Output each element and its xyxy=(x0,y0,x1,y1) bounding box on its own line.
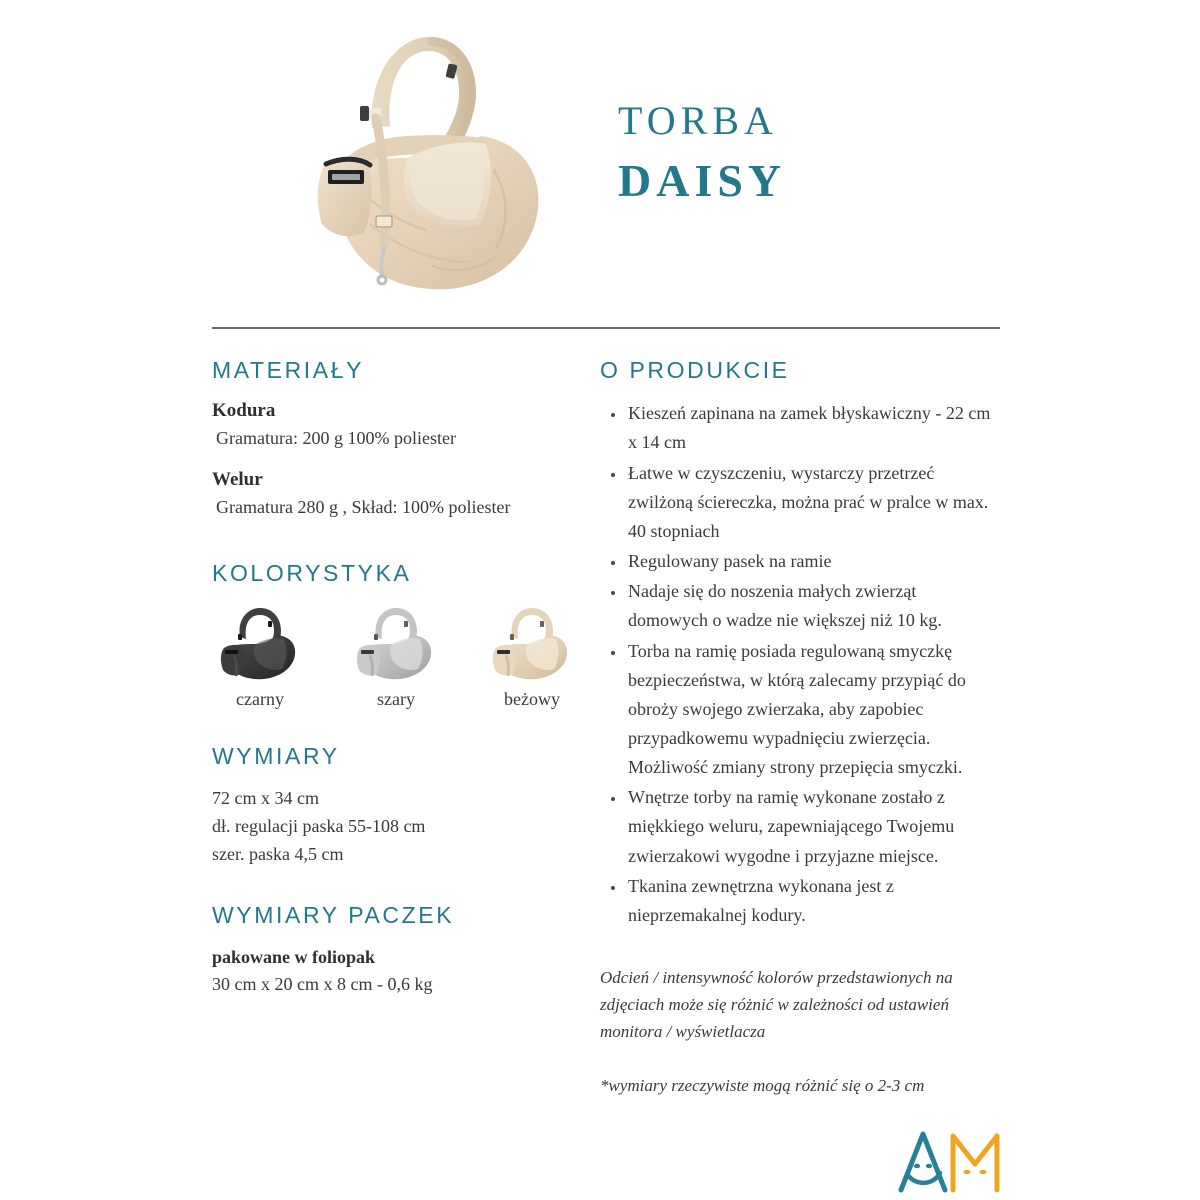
colorway-swatch-czarny[interactable] xyxy=(212,603,308,711)
material-name: Kodura xyxy=(212,400,276,422)
product-photo xyxy=(280,18,580,300)
colorway-label: czarny xyxy=(236,688,284,709)
brand-logo-am xyxy=(893,1126,1005,1194)
list-item: Wnętrze torby na ramię wykonane zostało z miękkiego weluru, zapewniającego Twojemu zwierzakowi wygodne i przyjazne miejsce. xyxy=(600,783,1000,870)
spacer xyxy=(212,869,572,903)
left-column xyxy=(212,358,572,998)
package-size-line: 30 cm x 20 cm x 8 cm - 0,6 kg xyxy=(212,973,433,994)
dimension-tolerance-note: *wymiary rzeczywiste mogą różnić się o 2-3 cm xyxy=(600,1075,925,1095)
list-item: Torba na ramię posiada regulowaną smyczkę bezpieczeństwa, w którą zalecamy przypiąć do obroży swojego zwierzaka, aby zapobiec przypadkowemu wypadnięciu zwierzęcia. Możliwość zmiany strony przepięcia smyczki. xyxy=(600,637,1000,783)
about-product-list xyxy=(600,399,1000,930)
list-item: Łatwe w czyszczeniu, wystarczy przetrzeć zwilżoną ściereczka, można prać w pralce w max. 40 stopniach xyxy=(600,459,1000,546)
bag-thumbnail-gray-icon xyxy=(348,603,444,681)
bag-thumbnail-beige-icon xyxy=(484,603,580,681)
colorways-heading: KOLORYSTYKA xyxy=(212,560,412,587)
product-title-block xyxy=(618,96,1018,210)
colorway-label: szary xyxy=(377,688,415,709)
spacer xyxy=(212,710,572,744)
list-item: Kieszeń zapinana na zamek błyskawiczny - 22 cm x 14 cm xyxy=(600,399,1000,457)
colorway-swatch-szary[interactable] xyxy=(348,603,444,711)
section-divider xyxy=(212,327,1000,329)
package-dimensions-heading: WYMIARY PACZEK xyxy=(212,902,455,929)
logo-letter-a-icon xyxy=(901,1134,945,1190)
dimension-line: dł. regulacji paska 55-108 cm xyxy=(212,816,426,837)
dimension-line: 72 cm x 34 cm xyxy=(212,788,319,809)
colorway-swatch-bezowy[interactable] xyxy=(484,603,580,711)
list-item: Nadaje się do noszenia małych zwierząt domowych o wadze nie większej niż 10 kg. xyxy=(600,577,1000,635)
list-item: Tkanina zewnętrzna wykonana jest z nieprzemakalnej kodury. xyxy=(600,872,1000,930)
materials-heading: MATERIAŁY xyxy=(212,357,365,383)
logo-letter-m-icon xyxy=(953,1136,997,1190)
color-disclaimer-note: Odcień / intensywność kolorów przedstawionych na zdjęciach może się różnić w zależności od ustawień monitora / wyświetlacza xyxy=(600,968,953,1042)
material-detail: Gramatura: 200 g 100% poliester xyxy=(216,427,456,448)
right-column xyxy=(600,358,1000,1099)
colorway-label: beżowy xyxy=(504,688,560,709)
colorway-swatch-row xyxy=(212,603,572,711)
spacer xyxy=(212,519,572,561)
about-product-heading: O PRODUKCIE xyxy=(600,357,790,383)
bag-thumbnail-black-icon xyxy=(212,603,308,681)
hero-section xyxy=(0,0,1200,310)
material-name: Welur xyxy=(212,469,263,491)
package-packing-type: pakowane w foliopak xyxy=(212,947,376,968)
page-title-line-1: TORBA xyxy=(618,98,778,143)
dimensions-heading: WYMIARY xyxy=(212,743,340,770)
material-detail: Gramatura 280 g , Skład: 100% poliester xyxy=(216,496,511,517)
list-item: Regulowany pasek na ramie xyxy=(600,547,1000,576)
dimension-line: szer. paska 4,5 cm xyxy=(212,844,344,865)
page-title-line-2: DAISY xyxy=(618,155,787,206)
